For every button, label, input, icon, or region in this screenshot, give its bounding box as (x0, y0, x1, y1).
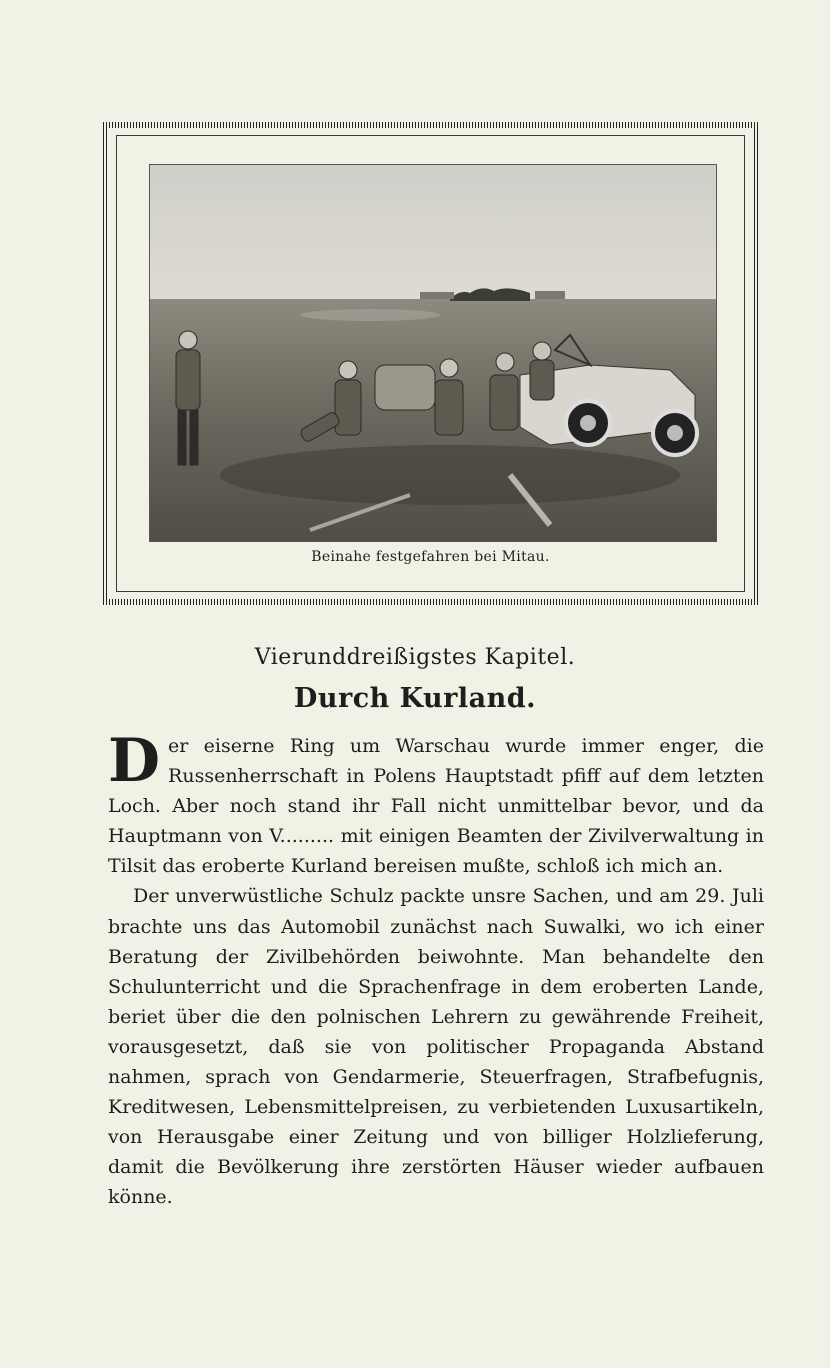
body-text (108, 726, 764, 1213)
photograph (149, 164, 717, 542)
photo-scene (150, 165, 716, 541)
horizon-building-2 (535, 291, 565, 299)
puddle (300, 309, 440, 321)
paragraph-1-text: er eiserne Ring um Warschau wurde immer enger, die Russenherrschaft in Polens Hauptstadt pfiff auf dem letzten Loch. Aber noch stand ihr Fall nicht unmittelbar bevor, und da Hauptmann von V......... mit einigen Beamten der Zivilverwaltung in Tilsit das eroberte Kurland bereisen mußte, schloß ich mich an. (108, 735, 764, 878)
mud-patch (220, 445, 680, 505)
paragraph-2: Der unverwüstliche Schulz packte unsre Sachen, und am 29. Juli brachte uns das Automobil zunächst nach Suwalki, wo ich einer Beratung der Zivilbehörden beiwohnte. Man behandelte den Schulunterricht und die Sprachenfrage in dem eroberten Lande, beriet über die den polnischen Lehrern zu gewährende Freiheit, vorausgesetzt, daß sie von politischer Propaganda Abstand nahmen, sprach von Gendarmerie, Steuerfragen, Strafbefugnis, Kreditwesen, Lebensmittelpreisen, zu verbietenden Luxusartikeln, von Herausgabe einer Zeitung und von billiger Holzlieferung, damit die Bevölkerung ihre zerstörten Häuser wieder aufbauen könne. (108, 885, 764, 1209)
sky (150, 165, 716, 299)
illustration-frame (103, 122, 758, 605)
paragraph-1 (108, 726, 764, 881)
photo-caption: Beinahe festgefahren bei Mitau. (311, 549, 550, 565)
chapter-title: Durch Kurland. (293, 683, 537, 714)
drop-cap: D (108, 726, 161, 796)
horizon-building (420, 292, 454, 299)
chapter-heading: Vierunddreißigstes Kapitel. (254, 645, 576, 670)
